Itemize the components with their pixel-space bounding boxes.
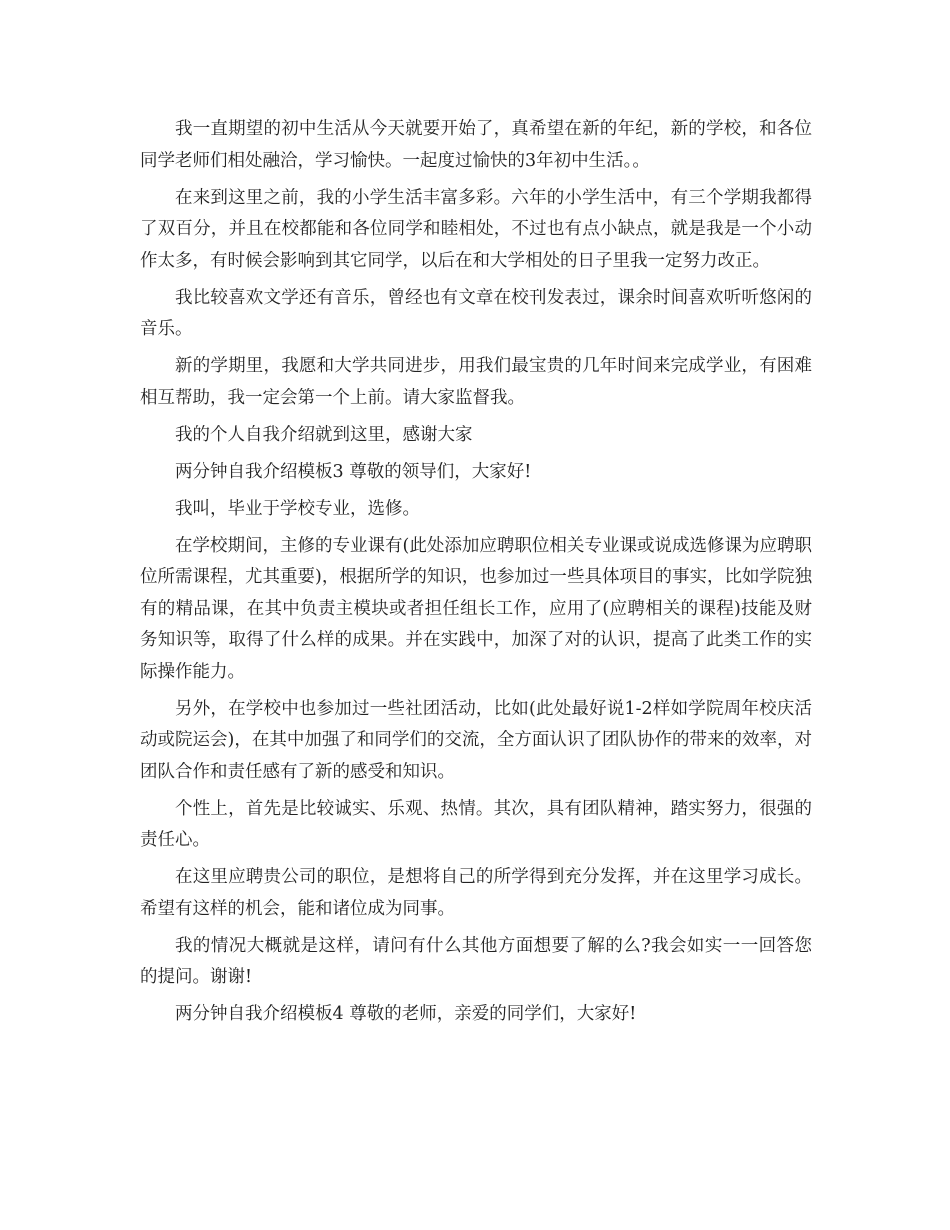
paragraph-3: 我比较喜欢文学还有音乐，曾经也有文章在校刊发表过，课余时间喜欢听听悠闲的音乐。 <box>140 287 812 339</box>
paragraph-1: 我一直期望的初中生活从今天就要开始了，真希望在新的年纪，新的学校，和各位同学老师们相处融洽，学习愉快。一起度过愉快的3年初中生活。。 <box>140 119 812 171</box>
paragraph-9: 另外，在学校中也参加过一些社团活动，比如(此处最好说1-2样如学院周年校庆活动或院运会)，在其中加强了和同学们的交流，全方面认识了团队协作的带来的效率，对团队合作和责任感有了新的感受和知识。 <box>140 698 812 782</box>
paragraph-13-template-4-heading: 两分钟自我介绍模板4 尊敬的老师，亲爱的同学们，大家好! <box>175 1004 637 1024</box>
paragraph-4: 新的学期里，我愿和大学共同进步，用我们最宝贵的几年时间来完成学业，有困难相互帮助，我一定会第一个上前。请大家监督我。 <box>140 356 812 408</box>
paragraph-5: 我的个人自我介绍就到这里，感谢大家 <box>175 424 473 445</box>
paragraph-6-template-3-heading: 两分钟自我介绍模板3 尊敬的领导们，大家好! <box>175 461 532 482</box>
paragraph-11: 在这里应聘贵公司的职位，是想将自己的所学得到充分发挥，并在这里学习成长。希望有这样的机会，能和诸位成为同事。 <box>140 867 812 919</box>
paragraph-7: 我叫，毕业于学校专业，选修。 <box>175 498 420 519</box>
paragraph-10: 个性上，首先是比较诚实、乐观、热情。其次，具有团队精神，踏实努力，很强的责任心。 <box>140 798 812 850</box>
paragraph-2: 在来到这里之前，我的小学生活丰富多彩。六年的小学生活中，有三个学期我都得了双百分，并且在校都能和各位同学和睦相处，不过也有点小缺点，就是我是一个小动作太多，有时候会影响到其它同学，以后在和大学相处的日子里我一定努力改正。 <box>140 187 812 271</box>
paragraph-12: 我的情况大概就是这样，请问有什么其他方面想要了解的么?我会如实一一回答您的提问。谢谢! <box>140 935 812 987</box>
paragraph-8: 在学校期间，主修的专业课有(此处添加应聘职位相关专业课或说成选修课为应聘职位所需课程，尤其重要)，根据所学的知识，也参加过一些具体项目的事实，比如学院独有的精品课，在其中负责主模块或者担任组长工作，应用了(应聘相关的课程)技能及财务知识等，取得了什么样的成果。并在实践中，加深了对的认识，提高了此类工作的实际操作能力。 <box>140 535 812 682</box>
